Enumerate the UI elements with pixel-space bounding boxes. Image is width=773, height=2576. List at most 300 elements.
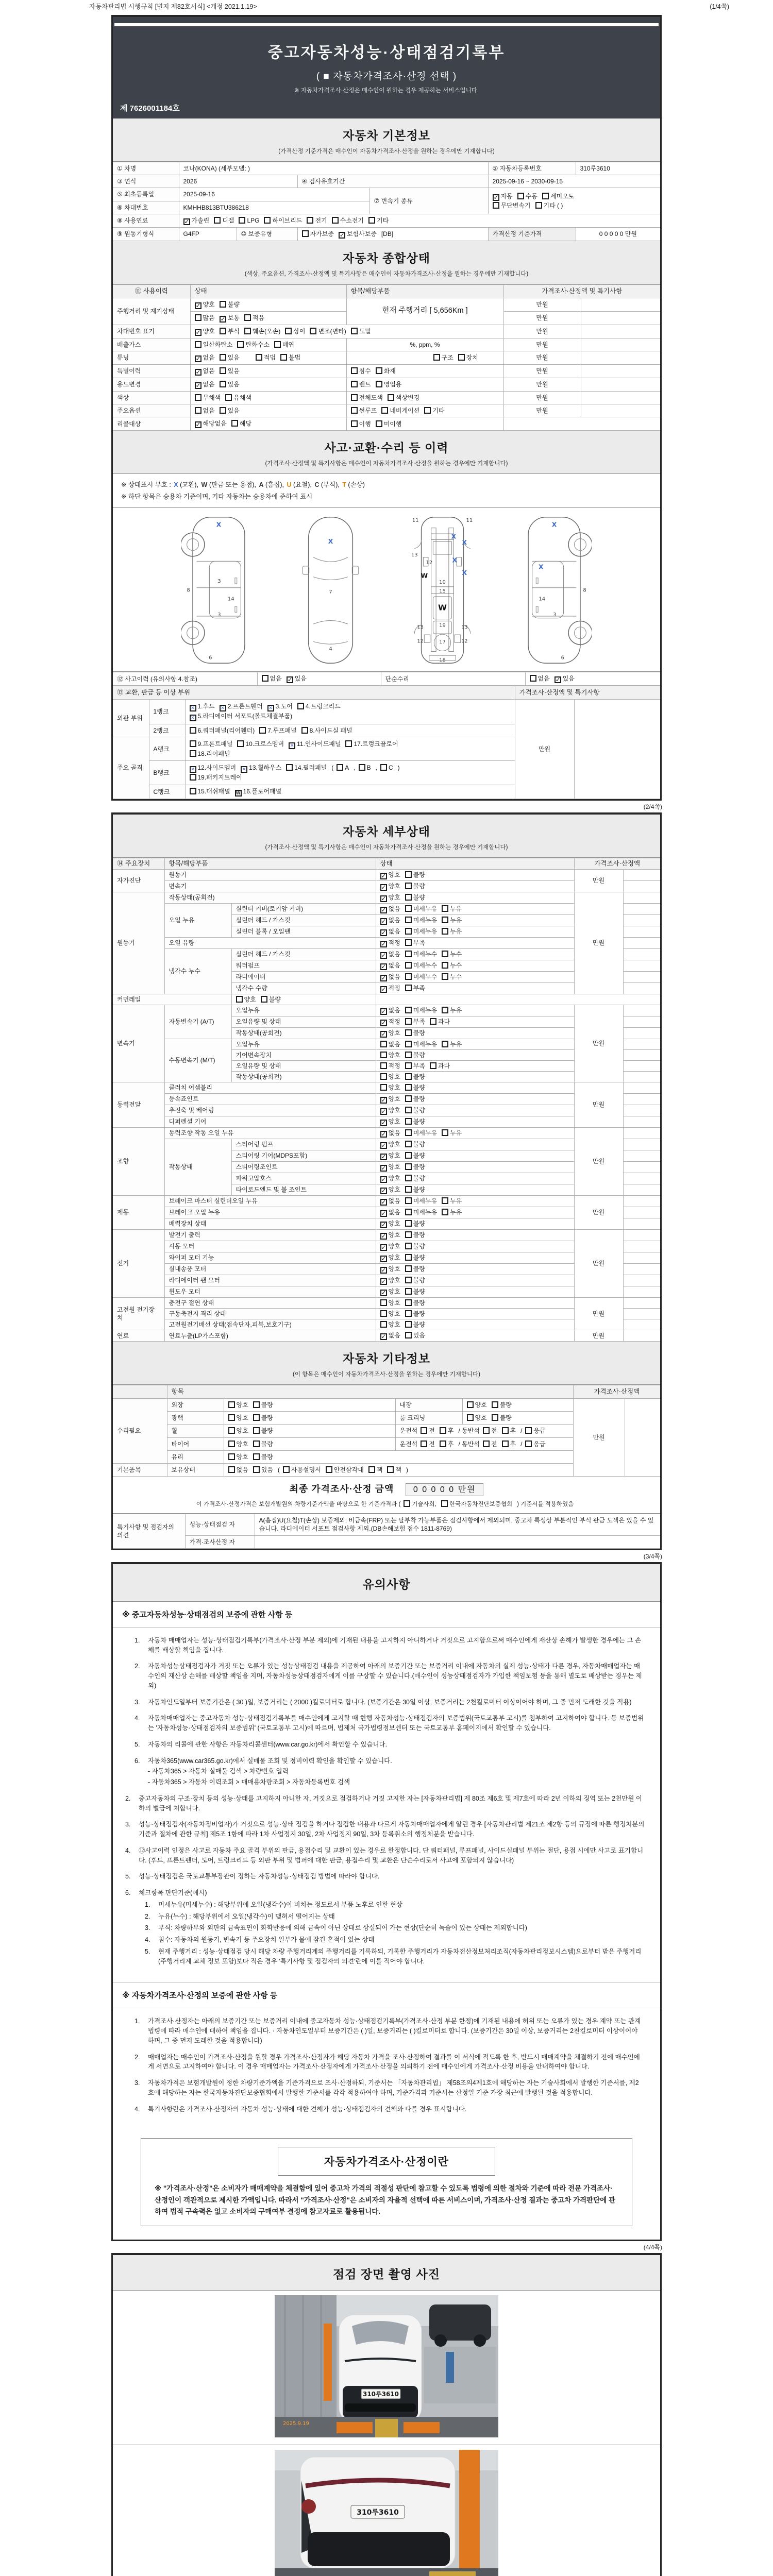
table-cell: 수동변속기 (M/T) — [164, 1039, 231, 1082]
option-label: 불량 — [499, 1414, 512, 1422]
checkbox-미이행[interactable] — [376, 420, 382, 427]
checkbox-양호[interactable]: ✓ — [381, 1266, 386, 1274]
checkbox-있음[interactable] — [405, 1332, 412, 1338]
checkbox-5.라디에이터 서포트(볼트체결부품)[interactable]: ✕ — [190, 715, 196, 721]
checkbox-불법[interactable] — [280, 354, 287, 361]
checkbox-부족[interactable] — [405, 1018, 412, 1025]
checkbox-불량[interactable] — [492, 1414, 498, 1421]
option — [405, 927, 437, 936]
checkbox-불량[interactable] — [405, 1084, 412, 1091]
status-code-legend — [113, 474, 660, 508]
checkbox-18.리어패널[interactable] — [190, 750, 196, 757]
notice-paragraph: 중고자동차의 구조·장치 등의 성능·상태를 고지하지 아니한 자, 거짓으로 점검하거나 거짓 고지한 자는 [자동차관리법] 제 80조 제6호 및 제7호에 따라 2년 이하의 징역 또는 2천만원 이하의 벌금에 처합니다. — [139, 1794, 642, 1812]
checkbox-불량[interactable] — [405, 1310, 412, 1317]
option-label: 있음 — [261, 1466, 273, 1473]
checkbox-미세누유[interactable] — [405, 1209, 412, 1215]
text-segment: ( — [277, 1466, 280, 1473]
checkbox-불량[interactable] — [253, 1440, 260, 1447]
checkbox-적정[interactable]: ✓ — [381, 985, 386, 993]
option — [380, 1018, 400, 1026]
checkbox-불량[interactable] — [405, 1163, 412, 1170]
option — [190, 702, 215, 711]
checkbox-미세누수[interactable] — [405, 973, 412, 980]
checkbox-불량[interactable] — [405, 1152, 412, 1159]
option — [405, 1051, 425, 1059]
table-cell: 만원 — [503, 311, 581, 325]
checkbox-불량[interactable] — [261, 996, 267, 1003]
option — [405, 939, 425, 947]
checkbox-불량[interactable] — [253, 1401, 260, 1408]
svg-text:2025.9.19: 2025.9.19 — [283, 2421, 309, 2427]
checkbox-불량[interactable] — [405, 1186, 412, 1193]
checkbox-부족[interactable] — [405, 1062, 412, 1069]
checkbox-누수[interactable] — [442, 951, 448, 957]
checkbox-있음[interactable] — [220, 381, 226, 387]
option-label: 불량 — [413, 1095, 425, 1103]
checkbox-양호[interactable] — [228, 1440, 235, 1447]
checkbox-불량[interactable] — [405, 1073, 412, 1080]
option-label: 적정 — [388, 1018, 400, 1025]
exchange-repair-parts-table — [113, 686, 660, 799]
option-label: 훼손(오손) — [252, 327, 281, 335]
checkbox-미세누수[interactable] — [405, 962, 412, 969]
checkbox-14.필러패널[interactable] — [286, 764, 293, 771]
checkbox-없음[interactable] — [228, 1466, 235, 1473]
checkbox-있음[interactable] — [253, 1466, 260, 1473]
checkbox-기술사회,[interactable] — [404, 1500, 410, 1507]
checkbox-양호[interactable]: ✓ — [381, 883, 386, 891]
checkbox-훼손(오손)[interactable] — [244, 328, 251, 334]
checkbox-양호[interactable]: ✓ — [381, 1118, 386, 1126]
option-label: 불량 — [261, 1453, 273, 1461]
checkbox-많음[interactable] — [195, 314, 201, 321]
checkbox-B[interactable] — [359, 764, 365, 771]
checkbox-미세누유[interactable] — [405, 917, 412, 923]
checkbox-양호[interactable] — [380, 1299, 387, 1306]
checkbox-기타[interactable] — [368, 217, 375, 224]
checkbox-불량[interactable] — [405, 1321, 412, 1328]
checkbox-9.프론트패널[interactable] — [190, 740, 196, 747]
checkbox-없음[interactable] — [380, 1041, 387, 1047]
checkbox-누유[interactable] — [442, 1197, 448, 1204]
option — [380, 1219, 400, 1228]
checkbox-전[interactable] — [483, 1440, 490, 1447]
checkbox-양호[interactable]: ✓ — [381, 1221, 386, 1228]
checkbox-없음[interactable]: ✓ — [381, 1130, 386, 1138]
table-cell: 휠 — [167, 1425, 224, 1437]
checkbox-부식[interactable] — [220, 328, 226, 334]
checkbox-양호[interactable] — [228, 1427, 235, 1434]
checkbox-침수[interactable] — [351, 367, 358, 374]
checkbox-누유[interactable] — [442, 1209, 448, 1215]
checkbox-양호[interactable]: ✓ — [381, 872, 386, 879]
checkbox-불량[interactable] — [405, 1029, 412, 1036]
checkbox-없음[interactable]: ✓ — [381, 917, 386, 925]
checkbox-도말[interactable] — [351, 328, 358, 334]
checkbox-없음[interactable]: ✓ — [381, 1198, 386, 1206]
option-line — [190, 712, 511, 721]
checkbox-후[interactable] — [440, 1440, 446, 1447]
checkbox-적정[interactable]: ✓ — [381, 940, 386, 947]
checkbox-불량[interactable] — [253, 1414, 260, 1421]
checkbox-탄화수소[interactable] — [237, 341, 244, 348]
checkbox-4.트렁크리드[interactable] — [297, 703, 304, 709]
checkbox-미세누유[interactable] — [405, 905, 412, 912]
checkbox-유채색[interactable] — [225, 394, 232, 401]
checkbox-불량[interactable] — [405, 1243, 412, 1249]
checkbox-없음[interactable]: ✓ — [381, 906, 386, 913]
checkbox-15.대쉬패널[interactable] — [190, 788, 196, 794]
checkbox-있음[interactable] — [220, 367, 226, 374]
section-title: 유의사항 — [362, 1577, 411, 1591]
checkbox-전체도색[interactable] — [351, 394, 358, 401]
checkbox-양호[interactable]: ✓ — [381, 894, 386, 902]
checkbox-없음[interactable] — [530, 675, 536, 682]
checkbox-양호[interactable] — [380, 1310, 387, 1317]
notice-number: 3. — [125, 1821, 131, 1828]
checkbox-과다[interactable] — [430, 1018, 436, 1025]
checkbox-없음[interactable] — [262, 675, 268, 682]
checkbox-양호[interactable]: ✓ — [195, 328, 201, 336]
checkbox-없음[interactable]: ✓ — [195, 354, 201, 362]
checkbox-불량[interactable] — [405, 883, 412, 889]
checkbox-장치[interactable] — [458, 354, 465, 361]
checkbox-후[interactable] — [440, 1427, 446, 1434]
notice-item — [135, 1740, 645, 1750]
table-cell: ⑪ 사용이력 — [113, 284, 190, 298]
checkbox-가솔린[interactable]: ✓ — [184, 217, 190, 225]
checkbox-양호[interactable] — [380, 1084, 387, 1091]
option — [405, 1320, 425, 1329]
checkbox-양호[interactable] — [467, 1401, 474, 1408]
checkbox-없음[interactable]: ✓ — [195, 368, 201, 376]
checkbox-불량[interactable] — [405, 1231, 412, 1238]
checkbox-없음[interactable]: ✓ — [381, 1333, 386, 1341]
checkbox-불량[interactable] — [405, 1299, 412, 1306]
checkbox-안전삼각대[interactable] — [326, 1466, 332, 1473]
checkbox-적정[interactable]: ✓ — [381, 1019, 386, 1026]
option-label: 불량 — [268, 995, 281, 1003]
checkbox-수동[interactable] — [517, 193, 524, 199]
checkbox-매연[interactable] — [274, 341, 281, 348]
table-cell: 오일유량 및 상태 — [231, 1016, 376, 1027]
car-diagram-top — [293, 514, 368, 666]
legend-code-W: W — [201, 481, 208, 489]
checkbox-전[interactable] — [421, 1427, 427, 1434]
checkbox-렌트[interactable] — [351, 381, 358, 387]
checkbox-10.크로스멤버[interactable] — [237, 740, 244, 747]
checkbox-불량[interactable] — [253, 1427, 260, 1434]
table-cell — [185, 785, 515, 799]
checkbox-양호[interactable] — [380, 1052, 387, 1058]
notice-item — [135, 2016, 645, 2045]
checkbox-미세누유[interactable] — [405, 1007, 412, 1013]
checkbox-색상변경[interactable] — [388, 394, 394, 401]
checkbox-불량[interactable] — [405, 1107, 412, 1113]
checkbox-잭[interactable] — [368, 1466, 375, 1473]
checkbox-양호[interactable] — [228, 1414, 235, 1421]
checkbox-양호[interactable]: ✓ — [381, 1153, 386, 1160]
checkbox-있음[interactable]: ✓ — [287, 676, 293, 684]
checkbox-불량[interactable] — [405, 1052, 412, 1058]
price-box-text: ※ "가격조사·산정"은 소비자가 매매계약을 체결함에 있어 중고차 가격의 적절성 판단에 참고할 수 있도록 법령에 의한 절차와 기준에 따라 전문 가격조사·산정인이 객관적으로 제시한 가액입니다. 따라서 "가격조사·산정"은 소비자의 자율적 선택에 따른 서비스이며, 가격조사·산정 결과는 중고차 가격판단에 관하여 법적 구속력은 없고 소비자의 구매여부 결정에 참고자료로 활용됩니다. — [155, 2184, 616, 2215]
checkbox-있음[interactable] — [220, 407, 226, 414]
checkbox-17.트렁크플로어[interactable] — [345, 740, 352, 747]
option — [220, 406, 240, 415]
notice-number: 5. — [125, 1873, 131, 1880]
option-label: 불량 — [413, 1287, 425, 1295]
table-cell: 2025-09-16 ~ 2030-09-15 — [488, 175, 660, 188]
table-cell — [376, 1049, 574, 1060]
table-cell: 만원 — [503, 351, 581, 364]
table-cell — [376, 1072, 574, 1082]
checkbox-응급[interactable] — [525, 1427, 532, 1434]
checkbox-누유[interactable] — [442, 1007, 448, 1013]
text-segment: ( — [331, 764, 334, 772]
checkbox-불량[interactable] — [405, 1220, 412, 1227]
option-label: 불량 — [413, 1276, 425, 1284]
option-label: 없음 — [537, 675, 550, 683]
checkbox-3.도어[interactable]: ✕ — [267, 705, 274, 711]
checkbox-이행[interactable] — [351, 420, 358, 427]
checkbox-미세누유[interactable] — [405, 1197, 412, 1204]
checkbox-무단변속기[interactable] — [493, 202, 499, 209]
checkbox-누수[interactable] — [442, 973, 448, 980]
checkbox-없음[interactable]: ✓ — [195, 381, 201, 389]
option — [405, 1185, 425, 1194]
option-label: 미세누수 — [413, 961, 438, 969]
checkbox-불량[interactable] — [405, 1277, 412, 1283]
checkbox-양호[interactable]: ✓ — [381, 1107, 386, 1115]
checkbox-구조[interactable] — [433, 354, 440, 361]
option-label: 없음 — [388, 961, 400, 969]
option-label: 양호 — [236, 1427, 248, 1435]
checkbox-8.사이드실 패널[interactable] — [301, 727, 308, 734]
checkbox-화재[interactable] — [376, 367, 382, 374]
checkbox-양호[interactable]: ✓ — [381, 1141, 386, 1149]
checkbox-불량[interactable] — [405, 1118, 412, 1125]
checkbox-1.후드[interactable]: ✕ — [190, 705, 196, 711]
checkbox-양호[interactable] — [236, 996, 243, 1003]
option — [380, 1331, 400, 1340]
checkbox-불량[interactable] — [405, 1095, 412, 1102]
checkbox-없음[interactable]: ✓ — [381, 951, 386, 959]
checkbox-변조(변타)[interactable] — [310, 328, 316, 334]
checkbox-자가보증[interactable] — [302, 230, 309, 237]
checkbox-양호[interactable]: ✓ — [381, 1096, 386, 1104]
checkbox-양호[interactable]: ✓ — [381, 1187, 386, 1194]
checkbox-전[interactable] — [483, 1427, 490, 1434]
option-label: 양호 — [388, 1163, 400, 1171]
checkbox-LPG[interactable] — [239, 217, 245, 224]
checkbox-누유[interactable] — [442, 1129, 448, 1136]
checkbox-6.쿼터패널(리어휀더)[interactable] — [190, 727, 196, 734]
checkbox-미세누수[interactable] — [405, 951, 412, 957]
checkbox-해당없음[interactable]: ✓ — [195, 421, 201, 429]
option-label: 없음 — [388, 1129, 400, 1137]
checkbox-양호[interactable]: ✓ — [381, 1175, 386, 1183]
checkbox-디젤[interactable] — [214, 217, 221, 224]
inspector-notes-table — [113, 1514, 660, 1549]
checkbox-양호[interactable] — [380, 1073, 387, 1080]
option — [424, 406, 444, 415]
checkbox-누유[interactable] — [442, 1041, 448, 1047]
option-label: 유채색 — [233, 394, 252, 401]
checkbox-잭[interactable] — [387, 1466, 394, 1473]
checkbox-양호[interactable]: ✓ — [381, 1277, 386, 1285]
checkbox-12.사이드멤버[interactable]: ✕ — [190, 766, 196, 773]
option-label: 양호 — [388, 1253, 400, 1261]
option — [190, 740, 233, 748]
checkbox-썬루프[interactable] — [351, 407, 358, 414]
checkbox-응급[interactable] — [525, 1440, 532, 1447]
option-label: 미세누유 — [413, 905, 438, 912]
option — [405, 961, 437, 970]
checkbox-네비게이션[interactable] — [381, 407, 388, 414]
checkbox-C[interactable] — [380, 764, 387, 771]
checkbox-미세누유[interactable] — [405, 928, 412, 935]
checkbox-양호[interactable] — [228, 1453, 235, 1460]
checkbox-자동[interactable]: ✓ — [493, 193, 499, 201]
option-label: 불량 — [413, 893, 425, 901]
checkbox-무채색[interactable] — [195, 394, 201, 401]
checkbox-양호[interactable]: ✓ — [381, 1232, 386, 1240]
checkbox-후[interactable] — [502, 1427, 509, 1434]
checkbox-양호[interactable]: ✓ — [381, 1164, 386, 1172]
option-label: 적음 — [252, 314, 265, 321]
table-cell: 파워고압호스 — [231, 1173, 376, 1184]
notice-item — [135, 2053, 645, 2072]
checkbox-없음[interactable]: ✓ — [381, 928, 386, 936]
checkbox-기타 ( )[interactable] — [535, 202, 542, 209]
checkbox-미세누유[interactable] — [405, 1129, 412, 1136]
checkbox-불량[interactable] — [405, 1265, 412, 1272]
checkbox-19.패키지트레이[interactable] — [190, 774, 196, 781]
option-label: 후 — [447, 1427, 454, 1435]
checkbox-A[interactable] — [337, 764, 343, 771]
checkbox-없음[interactable] — [195, 407, 201, 414]
table-cell: 충전구 절연 상태 — [164, 1297, 376, 1308]
checkbox-누유[interactable] — [442, 928, 448, 935]
checkbox-있음[interactable]: ✓ — [555, 676, 561, 684]
notice-subnumber: 2. — [145, 1912, 150, 1920]
checkbox-13.휠하우스[interactable]: ✕ — [241, 766, 247, 773]
checkbox-적법[interactable] — [256, 354, 262, 361]
checkbox-7.루프패널[interactable] — [259, 727, 266, 734]
option — [405, 1231, 425, 1239]
section-title: 자동차 세부상태 — [343, 824, 430, 838]
checkbox-불량[interactable] — [405, 1254, 412, 1261]
table-cell: 만원 — [503, 391, 581, 404]
page-2 — [111, 812, 662, 1550]
checkbox-불량[interactable] — [405, 1288, 412, 1295]
option — [442, 950, 462, 958]
checkbox-2.프론트휀더[interactable]: ✕ — [220, 705, 226, 711]
checkbox-하이브리드[interactable] — [264, 217, 271, 224]
checkbox-전기[interactable] — [307, 217, 313, 224]
checkbox-불량[interactable] — [405, 1141, 412, 1147]
checkbox-일산화탄소[interactable] — [195, 341, 201, 348]
checkbox-11.인사이드패널[interactable]: ✕ — [289, 742, 295, 749]
checkbox-없음[interactable]: ✓ — [381, 962, 386, 970]
option — [297, 702, 341, 710]
notice-number: 6. — [135, 1757, 140, 1765]
checkbox-양호[interactable] — [380, 1321, 387, 1328]
option-label: 13.휠하우스 — [249, 764, 282, 772]
checkbox-불량[interactable] — [492, 1401, 498, 1408]
checkbox-적음[interactable] — [244, 314, 251, 321]
checkbox-미세누유[interactable] — [405, 1041, 412, 1047]
checkbox-누수[interactable] — [442, 962, 448, 969]
checkbox-영업용[interactable] — [376, 381, 382, 387]
diagram-mark-11: 11 — [412, 518, 419, 524]
checkbox-부족[interactable] — [405, 939, 412, 946]
option-label: 있음 — [562, 675, 575, 683]
table-cell — [376, 1005, 574, 1016]
option-label: 미세누유 — [413, 1006, 438, 1014]
checkbox-보통[interactable]: ✓ — [220, 315, 226, 323]
table-cell: 만원 — [503, 364, 581, 378]
checkbox-누유[interactable] — [442, 905, 448, 912]
checkbox-수소전기[interactable] — [332, 217, 339, 224]
checkbox-적정[interactable] — [380, 1062, 387, 1069]
option-label: 양호 — [388, 893, 400, 901]
checkbox-없음[interactable]: ✓ — [381, 1209, 386, 1217]
checkbox-불량[interactable] — [253, 1453, 260, 1460]
option-label: 8.사이드실 패널 — [309, 727, 352, 735]
table-cell: 디퍼렌셜 기어 — [164, 1116, 376, 1127]
table-cell: 구동축전지 격리 상태 — [164, 1308, 376, 1319]
table-cell — [623, 1093, 660, 1105]
option — [405, 1073, 425, 1081]
table-cell: 오일유량 및 상태 — [231, 1061, 376, 1072]
checkbox-양호[interactable] — [467, 1414, 474, 1421]
checkbox-양호[interactable]: ✓ — [381, 1030, 386, 1038]
checkbox-양호[interactable]: ✓ — [381, 1289, 386, 1296]
checkbox-없음[interactable]: ✓ — [381, 974, 386, 981]
checkbox-없음[interactable]: ✓ — [381, 1007, 386, 1015]
checkbox-불량[interactable] — [405, 894, 412, 901]
table-cell: 오일 누유 — [164, 903, 231, 937]
option — [430, 1062, 450, 1070]
checkbox-양호[interactable]: ✓ — [381, 1255, 386, 1262]
checkbox-부족[interactable] — [405, 985, 412, 991]
checkbox-과다[interactable] — [430, 1062, 436, 1069]
checkbox-불량[interactable] — [405, 871, 412, 878]
checkbox-누유[interactable] — [442, 917, 448, 923]
checkbox-한국자동차진단보증협회[interactable] — [441, 1500, 448, 1507]
notice-number: 1. — [135, 2018, 140, 2025]
checkbox-후[interactable] — [502, 1440, 509, 1447]
checkbox-불량[interactable] — [405, 1175, 412, 1181]
checkbox-사용설명서[interactable] — [283, 1466, 290, 1473]
checkbox-있음[interactable] — [220, 354, 226, 361]
checkbox-전[interactable] — [421, 1440, 427, 1447]
checkbox-기타[interactable] — [424, 407, 431, 414]
checkbox-양호[interactable] — [228, 1401, 235, 1408]
option-label: 양호 — [244, 995, 256, 1003]
table-cell — [190, 378, 346, 391]
checkbox-양호[interactable]: ✓ — [195, 301, 201, 309]
checkbox-16.플로어패널[interactable]: W — [235, 790, 242, 796]
checkbox-보험사보증[interactable]: ✓ — [339, 231, 345, 239]
checkbox-불량[interactable] — [220, 301, 226, 308]
option — [380, 1073, 400, 1081]
checkbox-양호[interactable]: ✓ — [381, 1243, 386, 1251]
checkbox-해당[interactable] — [231, 420, 238, 427]
checkbox-상이[interactable] — [285, 328, 292, 334]
checkbox-세미오토[interactable] — [542, 193, 549, 199]
